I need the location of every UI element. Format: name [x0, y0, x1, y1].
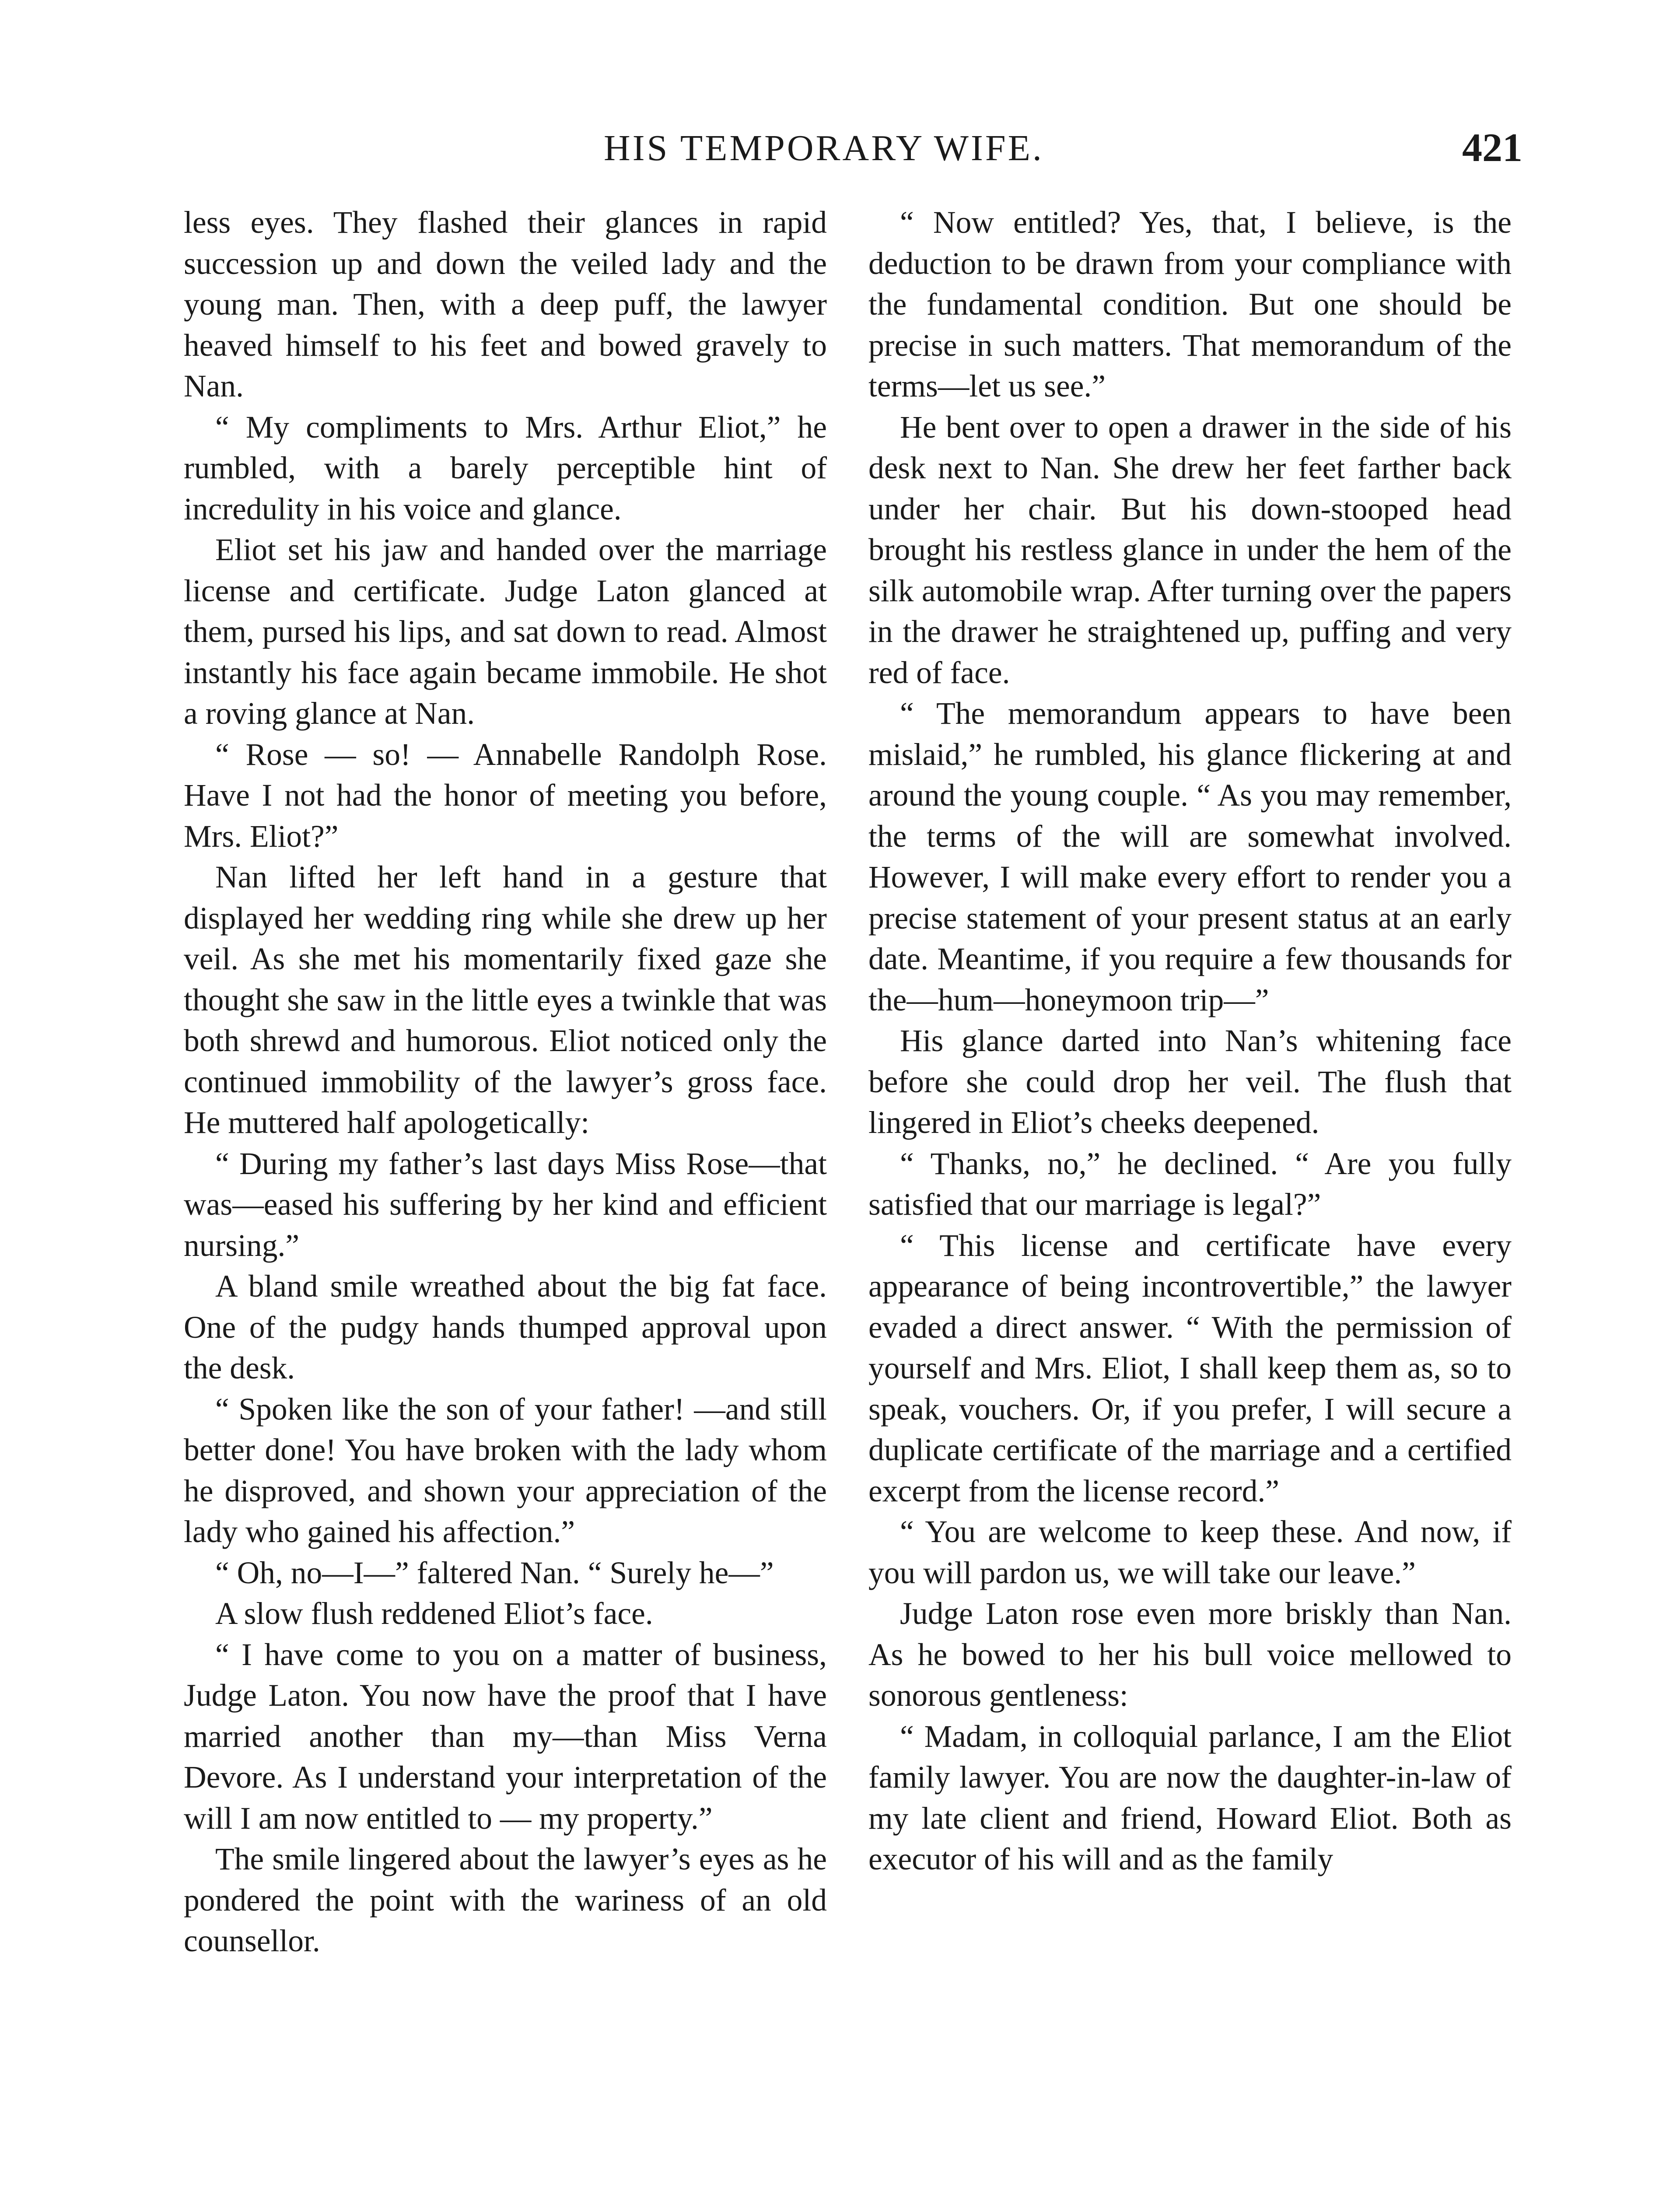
paragraph: Judge Laton rose even more briskly than Nan. As he bowed to her his bull voice mellowed to sonorous gentleness: — [868, 1596, 1512, 1713]
paragraph: “ Oh, no—I—” faltered Nan. “ Surely he—” — [215, 1555, 774, 1590]
paragraph: “ Spoken like the son of your father! —and still better done! You have broken with the lady whom he disproved, and shown your appreciation of the lady who gained his affection.” — [184, 1392, 827, 1549]
right-text-column — [868, 202, 1512, 1880]
running-title: HIS TEMPORARY WIFE. — [604, 128, 1044, 168]
paragraph: “ This license and certificate have every appearance of being incontrovertible,” the lawyer evaded a direct answer. “ With the permission of yourself and Mrs. Eliot, I shall keep them as, so to speak, vouchers. Or, if you prefer, I will secure a duplicate certificate of the marriage and a certified excerpt from the license record.” — [868, 1228, 1512, 1508]
paragraph: “ You are welcome to keep these. And now, if you will pardon us, we will take our leave.” — [868, 1515, 1512, 1590]
page-number: 421 — [1462, 125, 1522, 170]
paragraph: “ My compliments to Mrs. Arthur Eliot,” he rumbled, with a barely perceptible hint of incredulity in his voice and glance. — [184, 410, 827, 526]
paragraph: Nan lifted her left hand in a gesture that displayed her wedding ring while she drew up her veil. As she met his momentarily fixed gaze she thought she saw in the little eyes a twinkle that was both shrewd and humorous. Eliot noticed only the continued immobility of the lawyer’s gross face. He muttered half apologetically: — [184, 860, 827, 1140]
paragraph: His glance darted into Nan’s whitening face before she could drop her veil. The flush that lingered in Eliot’s cheeks deepened. — [868, 1024, 1512, 1140]
paragraph: “ Thanks, no,” he declined. “ Are you fully satisfied that our marriage is legal?” — [868, 1146, 1512, 1222]
paragraph: Eliot set his jaw and handed over the marriage license and certificate. Judge Laton glanced at them, pursed his lips, and sat down to read. Almost instantly his face again became immobile. He shot a roving glance at Nan. — [184, 533, 827, 731]
paragraph: The smile lingered about the lawyer’s eyes as he pondered the point with the wariness of an old counsellor. — [184, 1842, 827, 1958]
paragraph: “ Madam, in colloquial parlance, I am the Eliot family lawyer. You are now the daughter-in-law of my late client and friend, Howard Eliot. Both as executor of his will and as the family — [868, 1719, 1512, 1876]
left-text-column — [184, 202, 827, 1962]
paragraph: “ I have come to you on a matter of business, Judge Laton. You now have the proof that I have married another than my—than Miss Verna Devore. As I understand your interpretation of the will I am now entitled to — my property.” — [184, 1637, 827, 1836]
paragraph: A bland smile wreathed about the big fat face. One of the pudgy hands thumped approval upon the desk. — [184, 1269, 827, 1385]
paragraph: “ During my father’s last days Miss Rose—that was—eased his suffering by her kind and efficient nursing.” — [184, 1146, 827, 1263]
paragraph: “ Now entitled? Yes, that, I believe, is the deduction to be drawn from your compliance with the fundamental condition. But one should be precise in such matters. That memorandum of the terms—let us see.” — [868, 205, 1512, 403]
paragraph: He bent over to open a drawer in the side of his desk next to Nan. She drew her feet farther back under her chair. But his down-stooped head brought his restless glance in under the hem of the silk automobile wrap. After turning over the papers in the drawer he straightened up, puffing and very red of face. — [868, 410, 1512, 690]
paragraph: less eyes. They flashed their glances in rapid succession up and down the veiled lady and the young man. Then, with a deep puff, the lawyer heaved himself to his feet and bowed gravely to Nan. — [184, 205, 827, 403]
paragraph: “ Rose — so! — Annabelle Randolph Rose. Have I not had the honor of meeting you before, Mrs. Eliot?” — [184, 737, 827, 854]
paragraph: “ The memorandum appears to have been mislaid,” he rumbled, his glance flickering at and around the young couple. “ As you may remember, the terms of the will are somewhat involved. However, I will make every effort to render you a precise statement of your present status at an early date. Meantime, if you require a few thousands for the—hum—honeymoon trip—” — [868, 696, 1512, 1017]
paragraph: A slow flush reddened Eliot’s face. — [215, 1596, 653, 1631]
